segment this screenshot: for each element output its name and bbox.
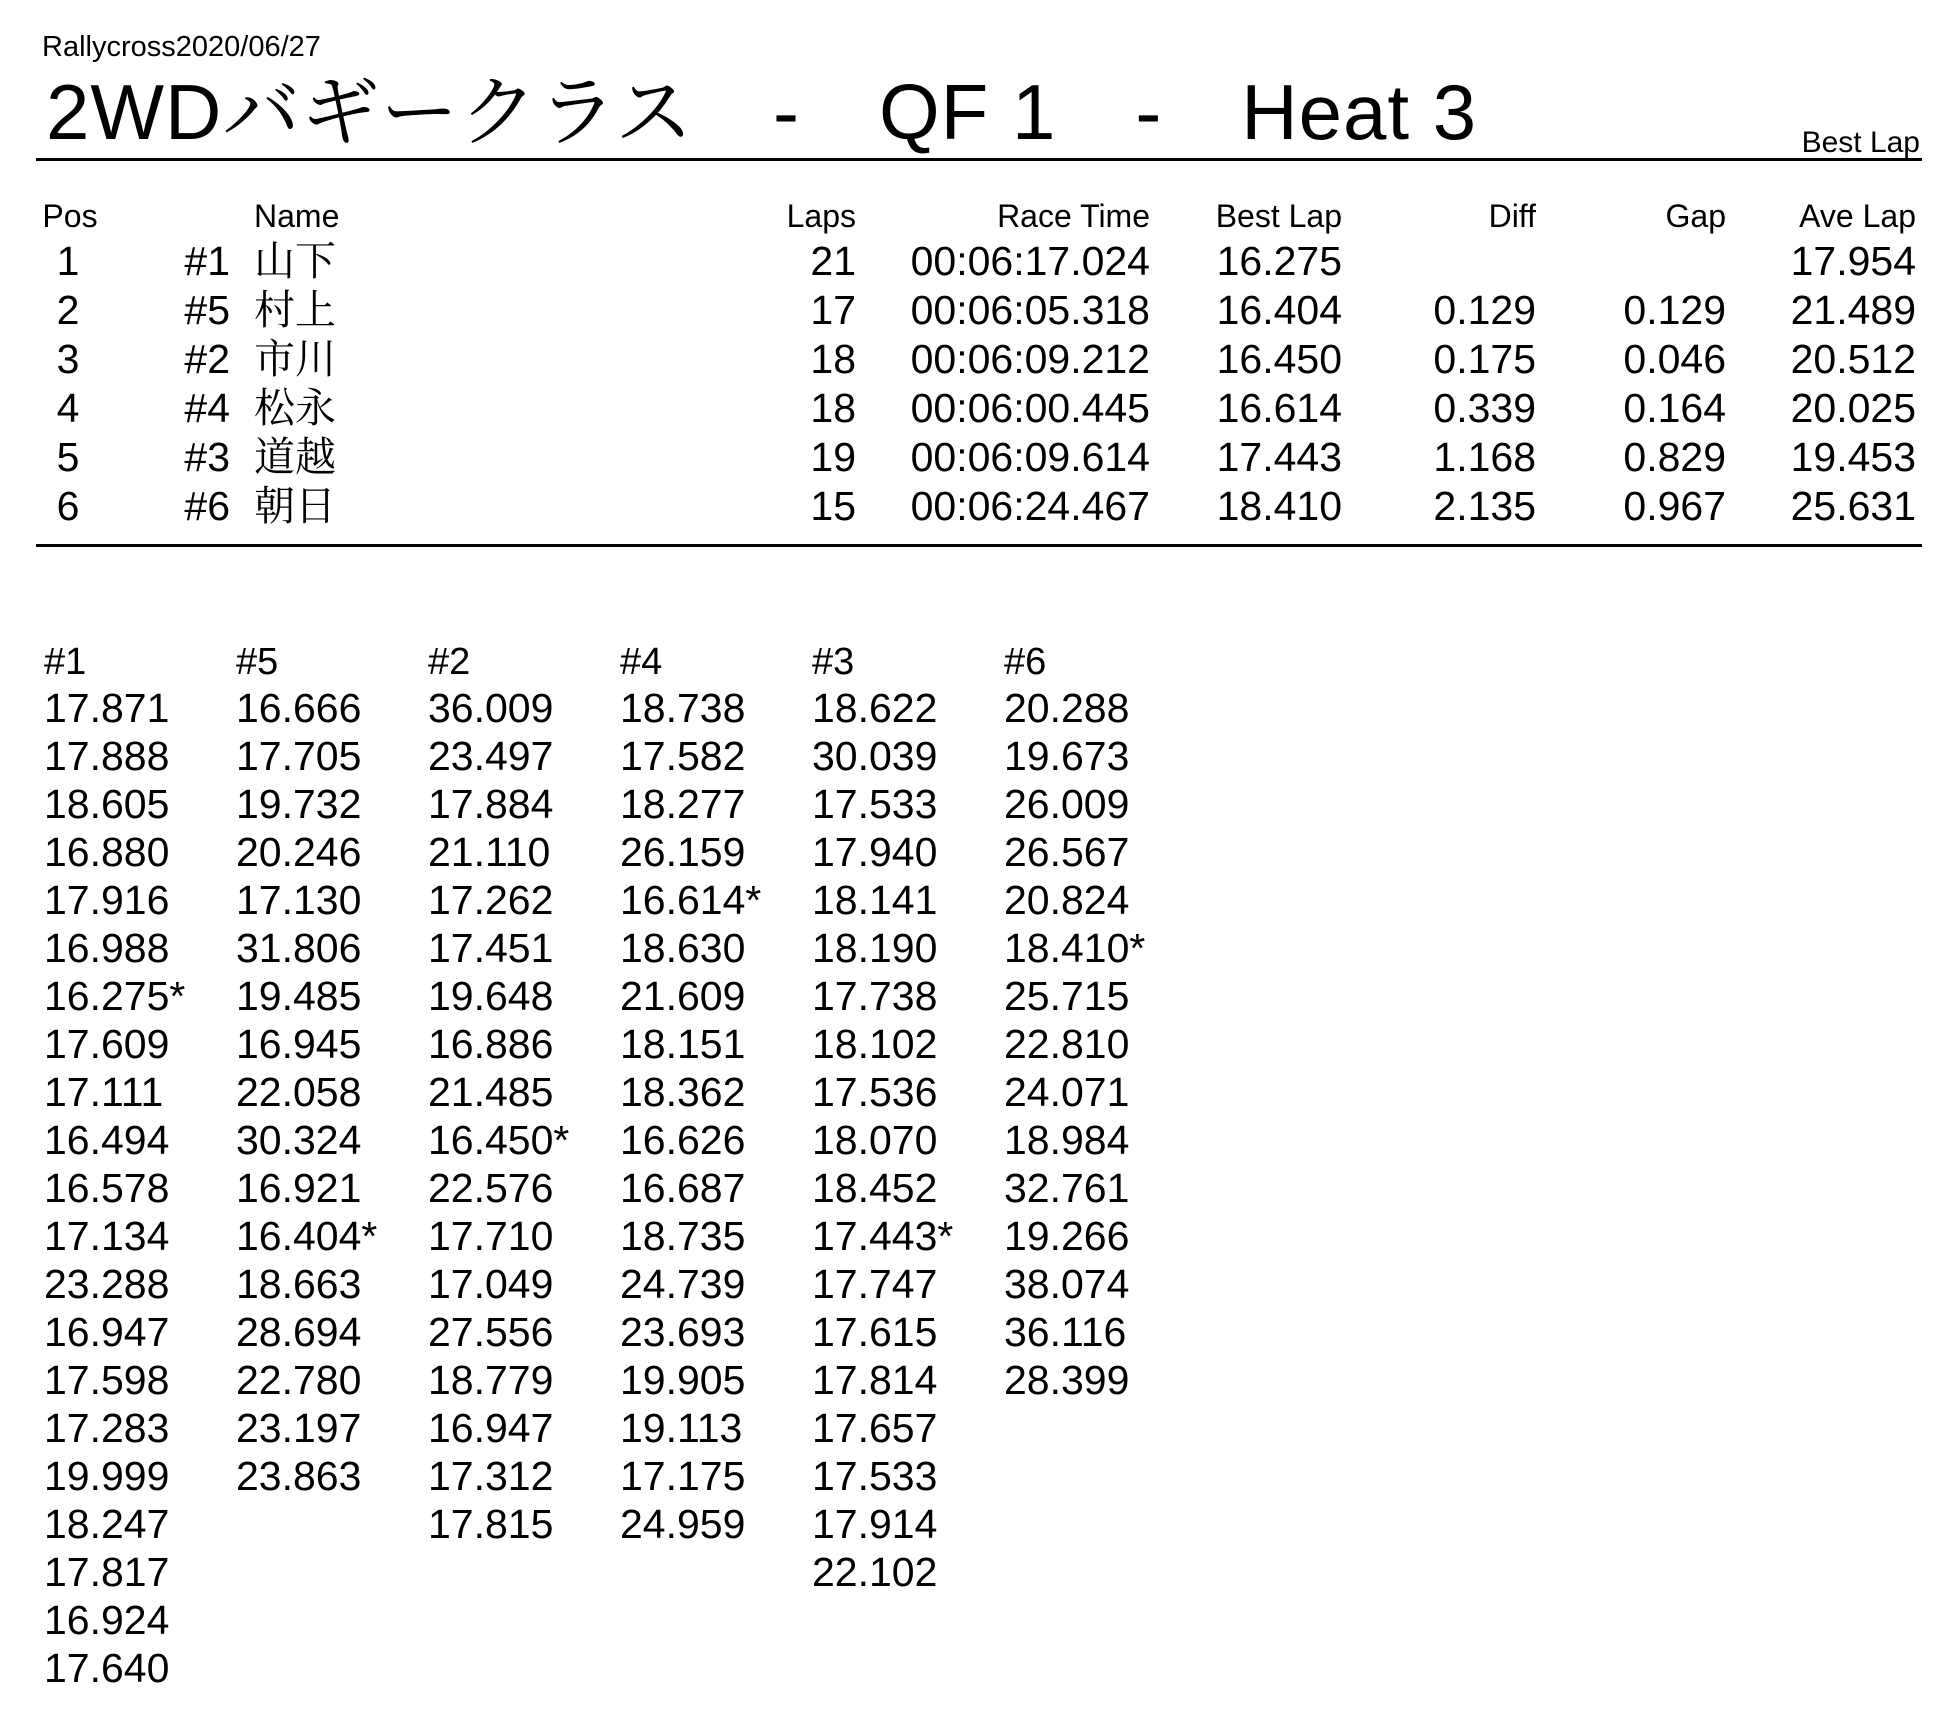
column-header-gap: Gap <box>1665 198 1726 234</box>
lap-column-car-number: #6 <box>1004 641 1047 683</box>
result-diff: 0.175 <box>1433 336 1536 382</box>
lap-column-car-number: #5 <box>236 641 279 683</box>
lap-time: 21.485 <box>428 1069 554 1115</box>
result-pos: 2 <box>56 287 80 333</box>
lap-time: 17.884 <box>428 781 554 827</box>
result-gap: 0.829 <box>1623 434 1726 480</box>
result-best-lap: 16.614 <box>1216 385 1342 431</box>
result-pos: 3 <box>56 336 80 382</box>
lap-time: 18.984 <box>1004 1117 1130 1163</box>
result-gap: 0.129 <box>1623 287 1726 333</box>
divider-bottom <box>36 544 1922 547</box>
lap-times-column <box>44 640 234 1692</box>
result-laps: 21 <box>810 238 856 284</box>
lap-time: 16.614* <box>620 877 762 923</box>
lap-time: 31.806 <box>236 925 362 971</box>
lap-time: 17.134 <box>44 1213 170 1259</box>
lap-time: 19.485 <box>236 973 362 1019</box>
lap-time: 19.732 <box>236 781 362 827</box>
result-gap: 0.046 <box>1623 336 1726 382</box>
lap-time: 18.735 <box>620 1213 746 1259</box>
lap-time: 22.780 <box>236 1357 362 1403</box>
results-header-row <box>0 196 1944 236</box>
lap-time: 17.262 <box>428 877 554 923</box>
result-laps: 17 <box>810 287 856 333</box>
lap-column-car-number: #1 <box>44 641 87 683</box>
lap-time: 18.277 <box>620 781 746 827</box>
lap-time: 17.747 <box>812 1261 938 1307</box>
result-laps: 18 <box>810 336 856 382</box>
result-ave-lap: 21.489 <box>1790 287 1916 333</box>
lap-times-column <box>428 640 618 1548</box>
lap-time: 18.663 <box>236 1261 362 1307</box>
lap-time: 18.622 <box>812 685 938 731</box>
lap-time: 17.049 <box>428 1261 554 1307</box>
lap-time: 17.705 <box>236 733 362 779</box>
result-driver-name: 道越 <box>254 434 336 480</box>
lap-time: 17.533 <box>812 781 938 827</box>
lap-time: 17.916 <box>44 877 170 923</box>
result-car-number: #4 <box>184 385 230 431</box>
result-pos: 4 <box>56 385 80 431</box>
result-ave-lap: 20.512 <box>1790 336 1916 382</box>
table-row <box>0 236 1944 286</box>
lap-time: 18.630 <box>620 925 746 971</box>
result-race-time: 00:06:17.024 <box>910 238 1150 284</box>
lap-times-column <box>812 640 1002 1596</box>
lap-time: 17.582 <box>620 733 746 779</box>
result-driver-name: 村上 <box>254 287 336 333</box>
table-row <box>0 383 1944 433</box>
lap-time: 20.246 <box>236 829 362 875</box>
result-laps: 15 <box>810 483 856 529</box>
result-diff: 0.339 <box>1433 385 1536 431</box>
lap-time: 28.399 <box>1004 1357 1130 1403</box>
lap-time: 16.666 <box>236 685 362 731</box>
sort-label: Best Lap <box>1801 126 1920 159</box>
lap-time: 17.940 <box>812 829 938 875</box>
lap-time: 16.880 <box>44 829 170 875</box>
lap-time: 16.494 <box>44 1117 170 1163</box>
result-car-number: #2 <box>184 336 230 382</box>
divider-top <box>36 158 1922 161</box>
lap-time: 19.999 <box>44 1453 170 1499</box>
lap-time: 17.815 <box>428 1501 554 1547</box>
lap-time: 26.567 <box>1004 829 1130 875</box>
lap-time: 19.113 <box>620 1405 743 1451</box>
lap-time: 21.609 <box>620 973 746 1019</box>
result-best-lap: 16.450 <box>1216 336 1342 382</box>
lap-time: 17.914 <box>812 1501 938 1547</box>
lap-time: 17.111 <box>44 1069 164 1115</box>
lap-time: 36.009 <box>428 685 554 731</box>
lap-time: 16.947 <box>44 1309 170 1355</box>
lap-time: 17.615 <box>812 1309 938 1355</box>
table-row <box>0 432 1944 482</box>
lap-time: 16.578 <box>44 1165 170 1211</box>
lap-time: 16.924 <box>44 1597 170 1643</box>
lap-time: 17.817 <box>44 1549 170 1595</box>
lap-time: 18.410* <box>1004 925 1146 971</box>
result-diff: 1.168 <box>1433 434 1536 480</box>
result-car-number: #6 <box>184 483 230 529</box>
lap-time: 17.814 <box>812 1357 938 1403</box>
lap-time: 21.110 <box>428 829 551 875</box>
lap-time: 19.648 <box>428 973 554 1019</box>
lap-time: 24.959 <box>620 1501 746 1547</box>
result-best-lap: 18.410 <box>1216 483 1342 529</box>
lap-time: 27.556 <box>428 1309 554 1355</box>
lap-time: 23.497 <box>428 733 554 779</box>
lap-column-car-number: #4 <box>620 641 663 683</box>
lap-time: 17.443* <box>812 1213 954 1259</box>
lap-time: 19.266 <box>1004 1213 1130 1259</box>
lap-time: 16.947 <box>428 1405 554 1451</box>
result-ave-lap: 17.954 <box>1790 238 1916 284</box>
result-driver-name: 朝日 <box>254 483 336 529</box>
lap-times-column <box>1004 640 1194 1404</box>
lap-time: 20.824 <box>1004 877 1130 923</box>
lap-time: 16.687 <box>620 1165 746 1211</box>
lap-time: 18.141 <box>812 877 938 923</box>
lap-time: 18.362 <box>620 1069 746 1115</box>
lap-time: 18.605 <box>44 781 170 827</box>
lap-time: 16.404* <box>236 1213 378 1259</box>
lap-times-column <box>236 640 426 1500</box>
column-header-laps: Laps <box>786 198 856 234</box>
lap-time: 19.905 <box>620 1357 746 1403</box>
page-title: 2WDバギークラス - QF 1 - Heat 3 <box>46 68 1478 156</box>
lap-column-car-number: #2 <box>428 641 471 683</box>
result-pos: 6 <box>56 483 80 529</box>
lap-time: 38.074 <box>1004 1261 1130 1307</box>
lap-time: 18.247 <box>44 1501 170 1547</box>
result-ave-lap: 20.025 <box>1790 385 1916 431</box>
table-row <box>0 481 1944 531</box>
lap-time: 16.886 <box>428 1021 554 1067</box>
result-car-number: #5 <box>184 287 230 333</box>
lap-time: 25.715 <box>1004 973 1130 1019</box>
table-row <box>0 334 1944 384</box>
lap-time: 18.190 <box>812 925 938 971</box>
lap-time: 32.761 <box>1004 1165 1130 1211</box>
lap-time: 17.451 <box>428 925 554 971</box>
lap-time: 16.945 <box>236 1021 362 1067</box>
lap-time: 18.779 <box>428 1357 554 1403</box>
column-header-ave-lap: Ave Lap <box>1799 198 1916 234</box>
result-race-time: 00:06:09.614 <box>910 434 1150 480</box>
lap-time: 18.738 <box>620 685 746 731</box>
result-laps: 18 <box>810 385 856 431</box>
column-header-race-time: Race Time <box>997 198 1150 234</box>
event-date: Rallycross2020/06/27 <box>42 31 321 63</box>
lap-times-column <box>620 640 810 1548</box>
lap-time: 28.694 <box>236 1309 362 1355</box>
column-header-pos: Pos <box>42 198 98 234</box>
result-race-time: 00:06:05.318 <box>910 287 1150 333</box>
result-race-time: 00:06:24.467 <box>910 483 1150 529</box>
column-header-name: Name <box>254 198 340 234</box>
result-gap: 0.164 <box>1623 385 1726 431</box>
lap-time: 16.626 <box>620 1117 746 1163</box>
lap-time: 19.673 <box>1004 733 1130 779</box>
lap-time: 22.102 <box>812 1549 938 1595</box>
lap-time: 18.151 <box>620 1021 746 1067</box>
table-row <box>0 285 1944 335</box>
lap-times-grid <box>0 640 1944 1700</box>
result-best-lap: 17.443 <box>1216 434 1342 480</box>
lap-time: 22.576 <box>428 1165 554 1211</box>
lap-time: 23.863 <box>236 1453 362 1499</box>
lap-time: 17.283 <box>44 1405 170 1451</box>
lap-time: 23.693 <box>620 1309 746 1355</box>
result-laps: 19 <box>810 434 856 480</box>
lap-time: 16.275* <box>44 973 186 1019</box>
result-race-time: 00:06:09.212 <box>910 336 1150 382</box>
lap-time: 22.058 <box>236 1069 362 1115</box>
result-best-lap: 16.404 <box>1216 287 1342 333</box>
lap-time: 17.175 <box>620 1453 746 1499</box>
lap-time: 24.071 <box>1004 1069 1130 1115</box>
column-header-best-lap: Best Lap <box>1215 198 1342 234</box>
lap-time: 17.609 <box>44 1021 170 1067</box>
lap-time: 17.533 <box>812 1453 938 1499</box>
lap-time: 30.039 <box>812 733 938 779</box>
lap-time: 22.810 <box>1004 1021 1130 1067</box>
result-car-number: #3 <box>184 434 230 480</box>
result-car-number: #1 <box>184 238 230 284</box>
result-driver-name: 松永 <box>254 385 336 431</box>
result-diff: 0.129 <box>1433 287 1536 333</box>
result-best-lap: 16.275 <box>1216 238 1342 284</box>
lap-time: 17.598 <box>44 1357 170 1403</box>
column-header-diff: Diff <box>1488 198 1536 234</box>
lap-time: 17.312 <box>428 1453 554 1499</box>
lap-time: 18.452 <box>812 1165 938 1211</box>
lap-time: 36.116 <box>1004 1309 1127 1355</box>
result-pos: 5 <box>56 434 80 480</box>
lap-time: 23.197 <box>236 1405 362 1451</box>
lap-time: 18.070 <box>812 1117 938 1163</box>
lap-time: 17.871 <box>44 685 170 731</box>
lap-time: 30.324 <box>236 1117 362 1163</box>
result-diff: 2.135 <box>1433 483 1536 529</box>
lap-time: 23.288 <box>44 1261 170 1307</box>
result-race-time: 00:06:00.445 <box>910 385 1150 431</box>
lap-time: 17.657 <box>812 1405 938 1451</box>
lap-time: 17.640 <box>44 1645 170 1691</box>
lap-time: 17.130 <box>236 877 362 923</box>
result-ave-lap: 19.453 <box>1790 434 1916 480</box>
result-driver-name: 市川 <box>254 336 336 382</box>
lap-time: 24.739 <box>620 1261 746 1307</box>
lap-time: 17.710 <box>428 1213 554 1259</box>
lap-time: 17.536 <box>812 1069 938 1115</box>
lap-time: 26.009 <box>1004 781 1130 827</box>
lap-column-car-number: #3 <box>812 641 855 683</box>
lap-time: 20.288 <box>1004 685 1130 731</box>
lap-time: 16.921 <box>236 1165 362 1211</box>
lap-time: 17.738 <box>812 973 938 1019</box>
result-ave-lap: 25.631 <box>1790 483 1916 529</box>
lap-time: 16.450* <box>428 1117 570 1163</box>
lap-time: 26.159 <box>620 829 746 875</box>
result-pos: 1 <box>56 238 80 284</box>
lap-time: 18.102 <box>812 1021 938 1067</box>
result-gap: 0.967 <box>1623 483 1726 529</box>
lap-time: 16.988 <box>44 925 170 971</box>
result-driver-name: 山下 <box>254 238 336 284</box>
lap-time: 17.888 <box>44 733 170 779</box>
